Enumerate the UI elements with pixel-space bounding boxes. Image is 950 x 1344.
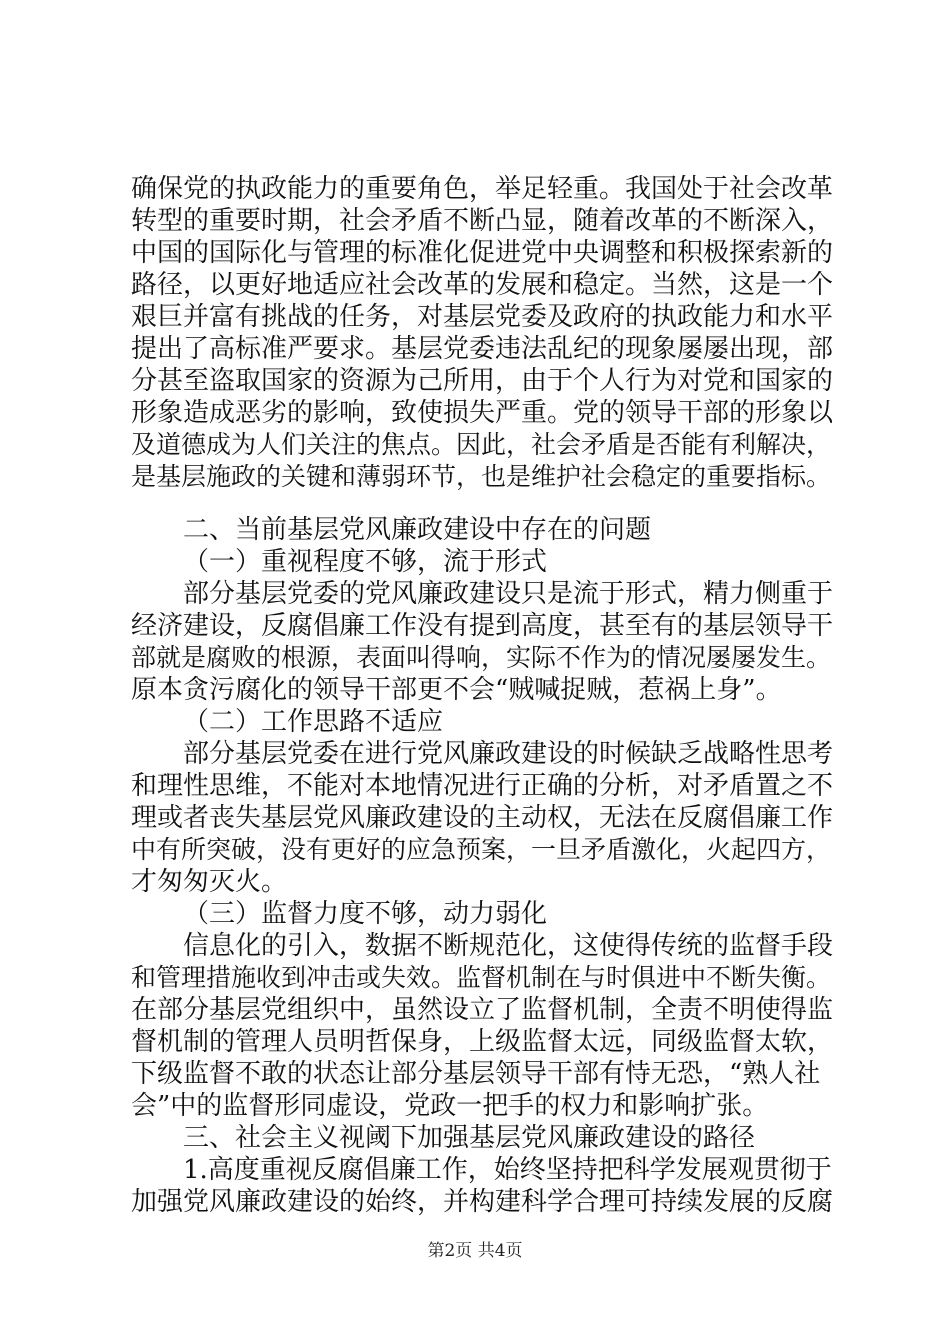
text-line: 部就是腐败的根源，表面叫得响，实际不作为的情况屡屡发生。 xyxy=(131,643,832,672)
section-heading: 三、社会主义视阈下加强基层党风廉政建设的路径 xyxy=(183,1123,756,1153)
text-line: 中有所突破，没有更好的应急预案，一旦矛盾激化，火起四方， xyxy=(131,835,832,864)
text-line: 是基层施政的关键和薄弱环节，也是维护社会稳定的重要指标。 xyxy=(131,462,832,491)
text-line: 形象造成恶劣的影响，致使损失严重。党的领导干部的形象以 xyxy=(131,398,834,428)
text-line: 确保党的执政能力的重要角色，举足轻重。我国处于社会改革 xyxy=(131,174,834,204)
text-line: 会”中的监督形同虚设，党政一把手的权力和影响扩张。 xyxy=(131,1091,769,1121)
text-line: 才匆匆灭火。 xyxy=(131,867,288,897)
text-line: 原本贪污腐化的领导干部更不会“贼喊捉贼，惹祸上身”。 xyxy=(131,675,782,705)
text-line: 信息化的引入，数据不断规范化，这使得传统的监督手段 xyxy=(183,931,834,961)
text-line: 及道德成为人们关注的焦点。因此，社会矛盾是否能有利解决， xyxy=(131,430,832,459)
text-line: 1.高度重视反腐倡廉工作，始终坚持把科学发展观贯彻于 xyxy=(183,1155,832,1185)
text-line: 艰巨并富有挑战的任务，对基层党委及政府的执政能力和水平 xyxy=(131,302,834,332)
text-line: 和理性思维，不能对本地情况进行正确的分析，对矛盾置之不 xyxy=(131,771,834,801)
subsection-heading: （三）监督力度不够，动力弱化 xyxy=(183,899,548,929)
text-line: 加强党风廉政建设的始终，并构建科学合理可持续发展的反腐 xyxy=(131,1187,834,1217)
text-line: 提出了高标准严要求。基层党委违法乱纪的现象屡屡出现，部 xyxy=(131,334,834,364)
text-line: 部分基层党委的党风廉政建设只是流于形式，精力侧重于 xyxy=(183,579,834,609)
text-line: 理或者丧失基层党风廉政建设的主动权，无法在反腐倡廉工作 xyxy=(131,803,834,833)
text-line: 经济建设，反腐倡廉工作没有提到高度，甚至有的基层领导干 xyxy=(131,611,834,641)
text-line: 转型的重要时期，社会矛盾不断凸显，随着改革的不断深入， xyxy=(131,206,834,236)
subsection-heading: （二）工作思路不适应 xyxy=(183,707,444,737)
text-line: 督机制的管理人员明哲保身，上级监督太远，同级监督太软， xyxy=(131,1027,834,1057)
text-line: 中国的国际化与管理的标准化促进党中央调整和积极探索新的 xyxy=(131,238,834,268)
text-line: 下级监督不敢的状态让部分基层领导干部有恃无恐，“熟人社 xyxy=(131,1059,821,1089)
text-line: 在部分基层党组织中，虽然设立了监督机制，全责不明使得监 xyxy=(131,995,834,1025)
text-line: 路径，以更好地适应社会改革的发展和稳定。当然，这是一个 xyxy=(131,270,834,300)
text-line: 和管理措施收到冲击或失效。监督机制在与时俱进中不断失衡。 xyxy=(131,963,832,992)
section-heading: 二、当前基层党风廉政建设中存在的问题 xyxy=(183,515,652,545)
text-line: 分甚至盗取国家的资源为己所用，由于个人行为对党和国家的 xyxy=(131,366,834,396)
text-line: 部分基层党委在进行党风廉政建设的时候缺乏战略性思考 xyxy=(183,739,834,769)
page-footer: 第2页 共4页 xyxy=(427,1241,523,1261)
subsection-heading: （一）重视程度不够，流于形式 xyxy=(183,547,548,577)
